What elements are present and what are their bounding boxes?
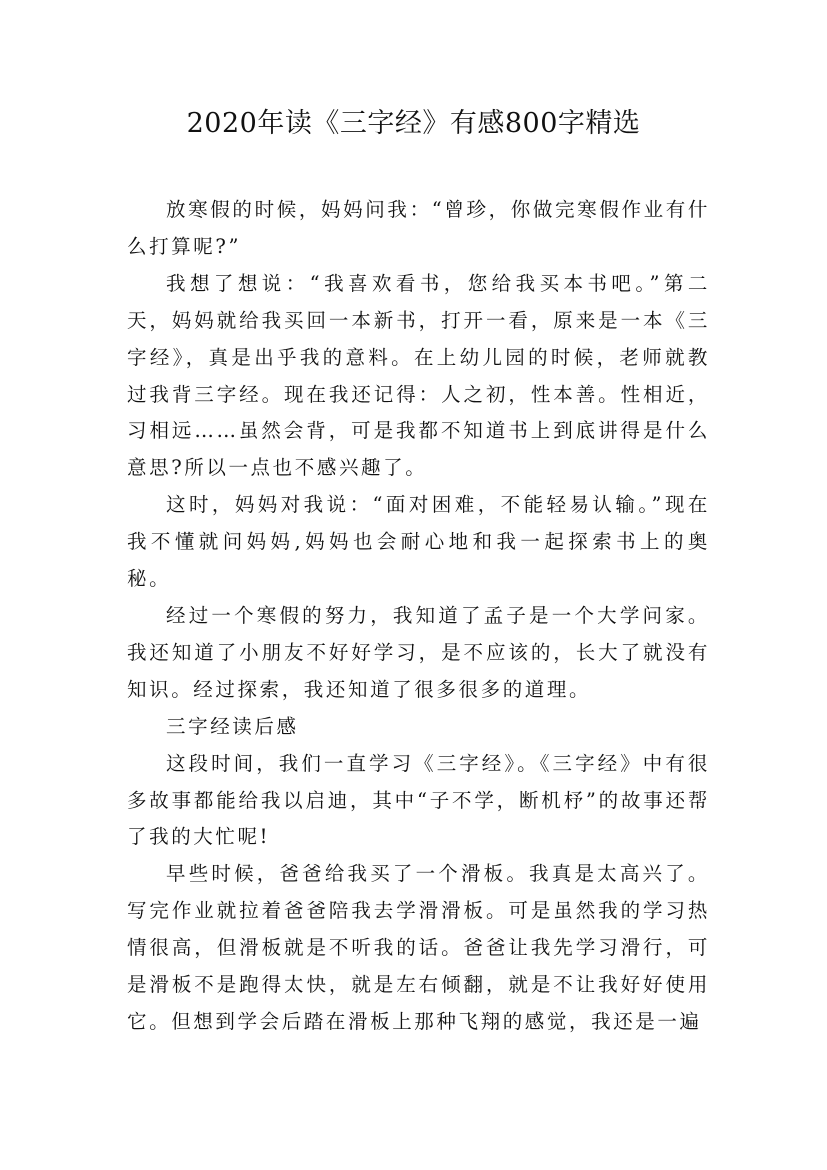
paragraph-3: 这时，妈妈对我说：“面对困难，不能轻易认输。”现在我不懂就问妈妈,妈妈也会耐心地和我一起探索书上的奥秘。 xyxy=(127,493,710,591)
paragraph-5: 这段时间，我们一直学习《三字经》。《三字经》中有很多故事都能给我以启迪，其中“子不学，断机杼”的故事还帮了我的大忙呢! xyxy=(127,751,710,849)
document-body xyxy=(127,192,710,1041)
paragraph-1: 放寒假的时候，妈妈问我：“曾珍，你做完寒假作业有什么打算呢?” xyxy=(127,198,710,258)
document-title: 2020年读《三字经》有感800字精选 xyxy=(186,108,641,139)
paragraph-4: 经过一个寒假的努力，我知道了孟子是一个大学问家。我还知道了小朋友不好好学习，是不应该的，长大了就没有知识。经过探索，我还知道了很多很多的道理。 xyxy=(127,603,710,701)
section-heading: 三字经读后感 xyxy=(166,714,299,738)
paragraph-2: 我想了想说：“我喜欢看书，您给我买本书吧。”第二天，妈妈就给我买回一本新书，打开一看，原来是一本《三字经》，真是出乎我的意料。在上幼儿园的时候，老师就教过我背三字经。现在我还记得：人之初，性本善。性相近，习相远……虽然会背，可是我都不知道书上到底讲得是什么意思?所以一点也不感兴趣了。 xyxy=(127,271,710,480)
paragraph-6: 早些时候，爸爸给我买了一个滑板。我真是太高兴了。写完作业就拉着爸爸陪我去学滑滑板。可是虽然我的学习热情很高，但滑板就是不听我的话。爸爸让我先学习滑行，可是滑板不是跑得太快，就是左右倾翻，就是不让我好好使用它。但想到学会后踏在滑板上那种飞翔的感觉，我还是一遍 xyxy=(127,862,710,1033)
